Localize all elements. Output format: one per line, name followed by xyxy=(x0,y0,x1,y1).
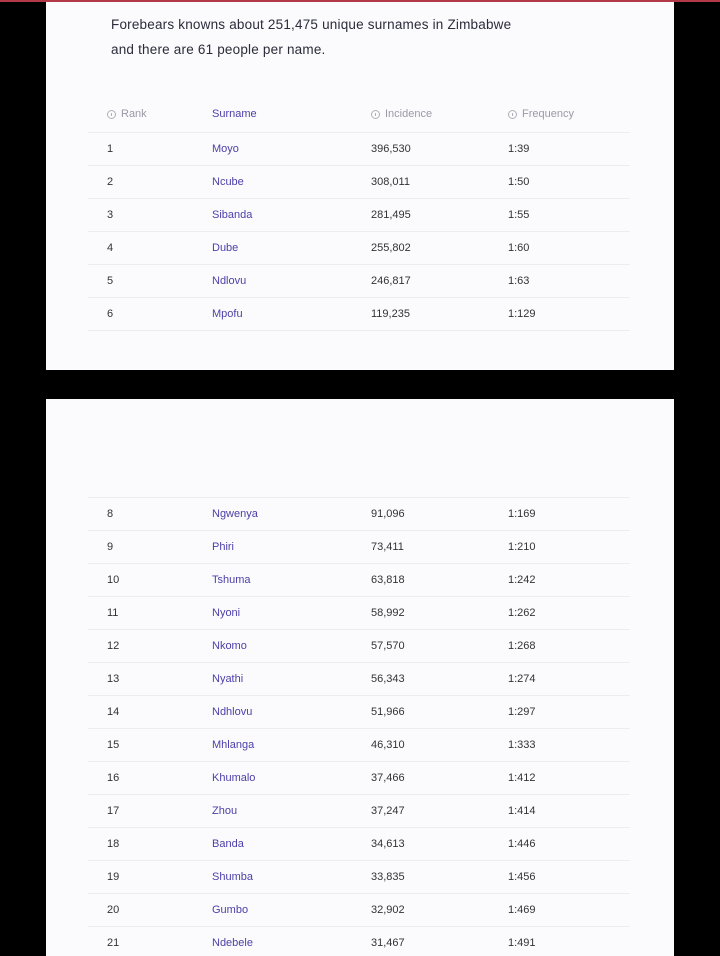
screenshot-panel-top xyxy=(46,2,674,370)
frequency-cell: 1:491 xyxy=(508,937,536,949)
frequency-cell: 1:242 xyxy=(508,574,536,586)
frequency-cell: 1:210 xyxy=(508,541,536,553)
surname-link[interactable]: Ngwenya xyxy=(212,508,258,520)
frequency-cell: 1:274 xyxy=(508,673,536,685)
table-row xyxy=(88,497,630,531)
intro-text: Forebears knowns about 251,475 unique surnames in Zimbabwe and there are 61 people per name. xyxy=(111,17,512,57)
header-rank-label: Rank xyxy=(121,108,147,120)
incidence-cell: 37,247 xyxy=(371,805,405,817)
table-row xyxy=(88,861,630,894)
header-frequency-label: Frequency xyxy=(522,108,574,120)
incidence-cell: 33,835 xyxy=(371,871,405,883)
table-header xyxy=(88,96,630,133)
surname-link[interactable]: Shumba xyxy=(212,871,253,883)
rank-cell: 2 xyxy=(107,176,114,188)
frequency-cell: 1:169 xyxy=(508,508,536,520)
rank-cell: 9 xyxy=(107,541,114,553)
rank-cell: 17 xyxy=(107,805,120,817)
rank-cell: 12 xyxy=(107,640,120,652)
header-surname xyxy=(212,96,257,132)
table-row xyxy=(88,199,630,232)
incidence-cell: 57,570 xyxy=(371,640,405,652)
frequency-cell: 1:297 xyxy=(508,706,536,718)
header-incidence-label: Incidence xyxy=(385,108,433,120)
frequency-cell: 1:262 xyxy=(508,607,536,619)
surname-link[interactable]: Mhlanga xyxy=(212,739,255,751)
rank-cell: 11 xyxy=(107,607,119,619)
incidence-cell: 246,817 xyxy=(371,275,411,287)
rank-cell: 8 xyxy=(107,508,114,520)
table-row xyxy=(88,232,630,265)
surname-link[interactable]: Ncube xyxy=(212,176,244,188)
table-row xyxy=(88,696,630,729)
surname-link[interactable]: Ndebele xyxy=(212,937,253,949)
incidence-cell: 73,411 xyxy=(371,541,404,553)
incidence-cell: 51,966 xyxy=(371,706,405,718)
frequency-cell: 1:446 xyxy=(508,838,536,850)
table-row xyxy=(88,298,630,331)
rank-cell: 13 xyxy=(107,673,120,685)
header-incidence[interactable] xyxy=(371,96,432,132)
surname-link[interactable]: Phiri xyxy=(212,541,235,553)
screenshot-panel-bottom xyxy=(46,399,674,956)
header-rank[interactable] xyxy=(107,96,147,132)
info-icon[interactable] xyxy=(371,110,380,119)
table-row xyxy=(88,597,630,630)
frequency-cell: 1:469 xyxy=(508,904,536,916)
rank-cell: 19 xyxy=(107,871,120,883)
table-row xyxy=(88,531,630,564)
rank-cell: 15 xyxy=(107,739,120,751)
surname-link[interactable]: Zhou xyxy=(212,805,238,817)
table-row xyxy=(88,762,630,795)
surname-link[interactable]: Banda xyxy=(212,838,244,850)
surname-table-top xyxy=(88,96,630,331)
table-row xyxy=(88,927,630,956)
incidence-cell: 281,495 xyxy=(371,209,411,221)
surname-link[interactable]: Dube xyxy=(212,242,239,254)
table-row xyxy=(88,133,630,166)
incidence-cell: 46,310 xyxy=(371,739,405,751)
incidence-cell: 58,992 xyxy=(371,607,405,619)
incidence-cell: 396,530 xyxy=(371,143,411,155)
rank-cell: 4 xyxy=(107,242,114,254)
frequency-cell: 1:268 xyxy=(508,640,536,652)
incidence-cell: 31,467 xyxy=(371,937,405,949)
table-row xyxy=(88,663,630,696)
incidence-cell: 37,466 xyxy=(371,772,405,784)
rank-cell: 6 xyxy=(107,308,114,320)
surname-link[interactable]: Gumbo xyxy=(212,904,249,916)
table-body-bottom xyxy=(88,497,630,956)
surname-table-bottom xyxy=(88,497,630,956)
header-surname-label: Surname xyxy=(212,108,257,120)
incidence-cell: 91,096 xyxy=(371,508,405,520)
surname-link[interactable]: Moyo xyxy=(212,143,239,155)
surname-link[interactable]: Khumalo xyxy=(212,772,256,784)
header-frequency[interactable] xyxy=(508,96,574,132)
incidence-cell: 34,613 xyxy=(371,838,405,850)
rank-cell: 10 xyxy=(107,574,120,586)
surname-link[interactable]: Nyoni xyxy=(212,607,241,619)
incidence-cell: 56,343 xyxy=(371,673,405,685)
rank-cell: 3 xyxy=(107,209,114,221)
frequency-cell: 1:50 xyxy=(508,176,530,188)
table-body-top xyxy=(88,133,630,331)
frequency-cell: 1:129 xyxy=(508,308,536,320)
rank-cell: 18 xyxy=(107,838,120,850)
table-row xyxy=(88,795,630,828)
surname-link[interactable]: Nkomo xyxy=(212,640,247,652)
incidence-cell: 119,235 xyxy=(371,308,410,320)
frequency-cell: 1:39 xyxy=(508,143,530,155)
rank-cell: 21 xyxy=(107,937,120,949)
frequency-cell: 1:63 xyxy=(508,275,530,287)
info-icon[interactable] xyxy=(508,110,517,119)
table-row xyxy=(88,828,630,861)
rank-cell: 16 xyxy=(107,772,120,784)
table-row xyxy=(88,166,630,199)
frequency-cell: 1:456 xyxy=(508,871,536,883)
surname-link[interactable]: Nyathi xyxy=(212,673,244,685)
incidence-cell: 255,802 xyxy=(371,242,411,254)
table-row xyxy=(88,729,630,762)
incidence-cell: 32,902 xyxy=(371,904,405,916)
surname-link[interactable]: Sibanda xyxy=(212,209,253,221)
table-row xyxy=(88,265,630,298)
frequency-cell: 1:412 xyxy=(508,772,536,784)
rank-cell: 20 xyxy=(107,904,120,916)
incidence-cell: 63,818 xyxy=(371,574,405,586)
rank-cell: 5 xyxy=(107,275,114,287)
rank-cell: 1 xyxy=(107,143,114,155)
surname-link[interactable]: Ndlovu xyxy=(212,275,247,287)
frequency-cell: 1:60 xyxy=(508,242,530,254)
table-row xyxy=(88,564,630,597)
table-row xyxy=(88,894,630,927)
rank-cell: 14 xyxy=(107,706,120,718)
info-icon[interactable] xyxy=(107,110,116,119)
frequency-cell: 1:55 xyxy=(508,209,530,221)
frequency-cell: 1:333 xyxy=(508,739,536,751)
surname-link[interactable]: Tshuma xyxy=(212,574,251,586)
incidence-cell: 308,011 xyxy=(371,176,410,188)
table-row xyxy=(88,630,630,663)
frequency-cell: 1:414 xyxy=(508,805,536,817)
surname-link[interactable]: Ndhlovu xyxy=(212,706,253,718)
surname-link[interactable]: Mpofu xyxy=(212,308,243,320)
